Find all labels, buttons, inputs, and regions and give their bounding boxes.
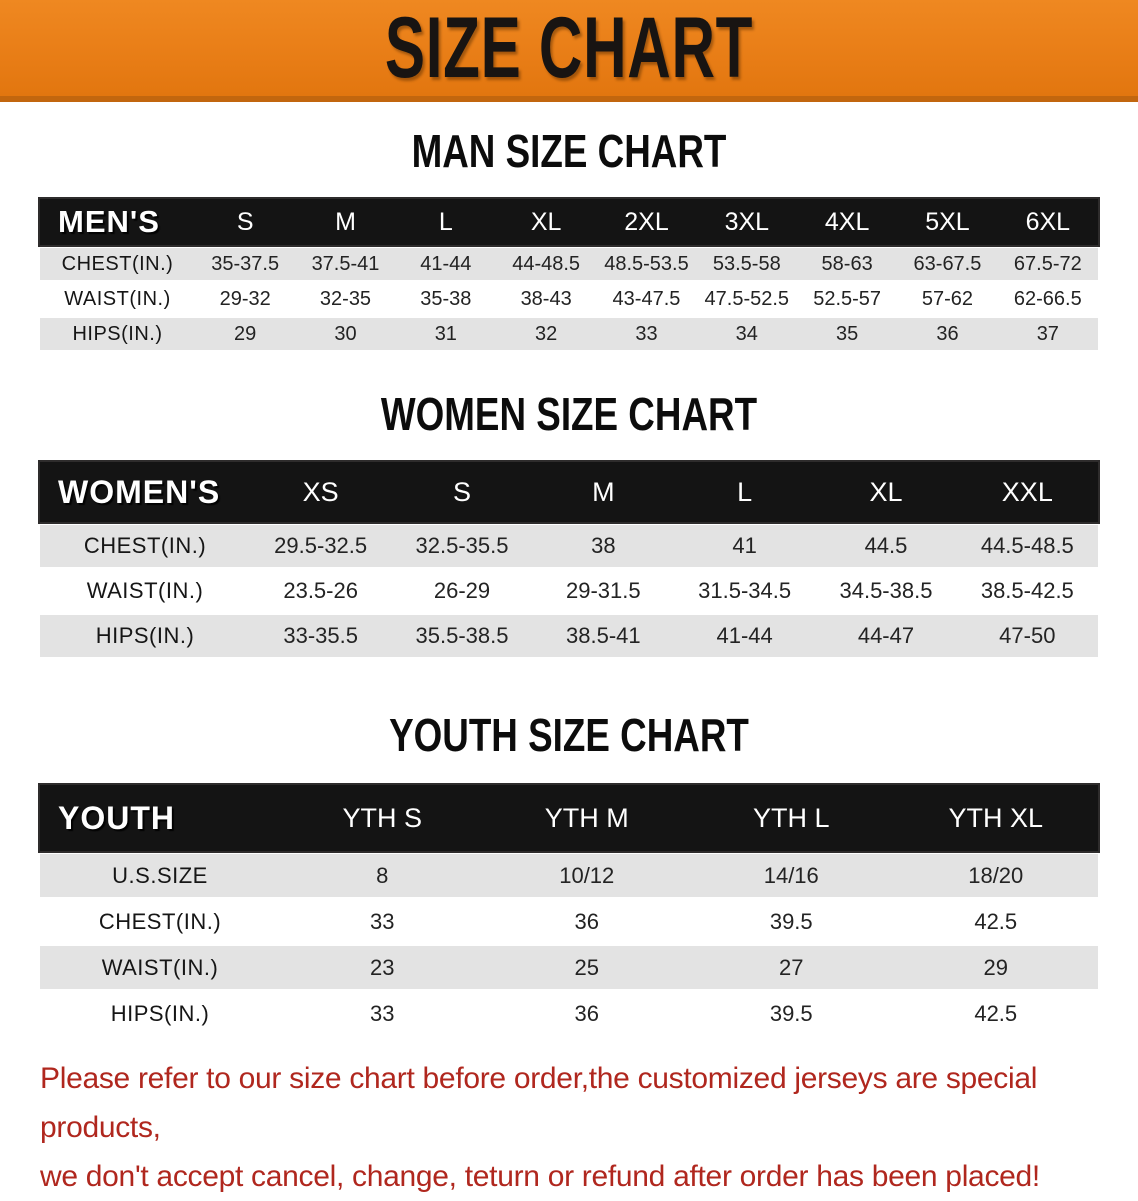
size-value-cell: 36: [936, 322, 959, 345]
size-value-cell: 27: [779, 954, 804, 980]
size-value-cell: 38-43: [520, 287, 572, 310]
table-row: [40, 946, 1098, 989]
size-value-cell: 63-67.5: [913, 252, 982, 275]
size-column-header: XS: [302, 476, 339, 507]
size-value-cell: 29.5-32.5: [274, 533, 368, 558]
size-value-cell: 33: [370, 1000, 395, 1026]
size-value-cell: 37.5-41: [311, 252, 380, 275]
size-column-header: XL: [530, 207, 562, 236]
size-value-cell: 23: [370, 954, 395, 980]
row-label: WAIST(IN.): [86, 578, 204, 603]
size-value-cell: 52.5-57: [813, 287, 882, 310]
size-value-cell: 29: [234, 322, 257, 345]
size-value-cell: 35-37.5: [211, 252, 280, 275]
size-table: [40, 782, 1098, 1038]
size-value-cell: 38.5-42.5: [980, 578, 1074, 603]
size-column-header: L: [737, 476, 753, 507]
size-value-cell: 39.5: [769, 908, 813, 934]
size-value-cell: 42.5: [974, 1000, 1018, 1026]
table-group-label: MEN'S: [58, 204, 160, 239]
table-row: [40, 854, 1098, 897]
size-value-cell: 35.5-38.5: [415, 623, 509, 648]
size-column-header: 3XL: [724, 207, 770, 236]
tables-container: [0, 124, 1138, 1038]
row-label: CHEST(IN.): [61, 252, 174, 275]
size-value-cell: 41-44: [420, 252, 472, 275]
size-column-header: 5XL: [925, 207, 970, 236]
size-column-header: YTH XL: [948, 802, 1044, 833]
size-value-cell: 32: [535, 322, 558, 345]
size-column-header: 6XL: [1025, 207, 1071, 236]
section-heading: WOMEN SIZE CHART: [380, 388, 758, 440]
size-column-header: S: [452, 476, 471, 507]
table-row: [40, 248, 1098, 280]
size-value-cell: 18/20: [968, 862, 1024, 888]
row-label: WAIST(IN.): [64, 287, 171, 310]
size-value-cell: 38: [591, 533, 616, 558]
size-column-header: M: [335, 207, 356, 236]
size-value-cell: 43-47.5: [612, 287, 681, 310]
row-label: U.S.SIZE: [112, 862, 208, 888]
table-header-row: [40, 462, 1098, 522]
size-value-cell: 10/12: [559, 862, 615, 888]
size-column-header: 4XL: [824, 207, 870, 236]
size-value-cell: 25: [574, 954, 599, 980]
size-value-cell: 67.5-72: [1013, 252, 1082, 275]
table-header-row: [40, 785, 1098, 851]
row-label: WAIST(IN.): [101, 954, 219, 980]
banner: [0, 0, 1138, 102]
table-group-label: YOUTH: [58, 799, 175, 836]
table-row: [40, 525, 1098, 567]
size-value-cell: 32.5-35.5: [415, 533, 509, 558]
table-header-row: [40, 199, 1098, 245]
page-title: SIZE CHART: [384, 0, 754, 96]
size-value-cell: 29-31.5: [566, 578, 641, 603]
size-column-header: M: [592, 476, 615, 507]
table-row: [40, 615, 1098, 657]
size-value-cell: 39.5: [769, 1000, 813, 1026]
size-value-cell: 44.5-48.5: [980, 533, 1074, 558]
size-value-cell: 33: [370, 908, 395, 934]
row-label: CHEST(IN.): [83, 533, 207, 558]
size-column-header: L: [438, 207, 453, 236]
size-value-cell: 31.5-34.5: [698, 578, 792, 603]
size-value-cell: 47-50: [999, 623, 1056, 648]
size-value-cell: 44-47: [857, 623, 915, 648]
table-group-label: WOMEN'S: [58, 473, 221, 510]
size-value-cell: 58-63: [821, 252, 873, 275]
size-value-cell: 29-32: [219, 287, 271, 310]
size-value-cell: 32-35: [319, 287, 372, 310]
row-label: CHEST(IN.): [98, 908, 222, 934]
row-label: HIPS(IN.): [72, 322, 163, 345]
size-value-cell: 36: [574, 1000, 599, 1026]
size-value-cell: 57-62: [921, 287, 974, 310]
size-table: [40, 459, 1098, 660]
size-value-cell: 36: [574, 908, 599, 934]
size-value-cell: 41: [732, 533, 757, 558]
size-column-header: YTH L: [752, 802, 830, 833]
size-value-cell: 23.5-26: [283, 578, 358, 603]
size-value-cell: 38.5-41: [566, 623, 641, 648]
row-label: HIPS(IN.): [95, 623, 195, 648]
size-value-cell: 53.5-58: [712, 252, 781, 275]
row-label: HIPS(IN.): [110, 1000, 210, 1026]
size-value-cell: 37: [1036, 322, 1059, 345]
disclaimer-line-1: Please refer to our size chart before order,the customized jerseys are special products,: [40, 1062, 1038, 1144]
size-value-cell: 33: [635, 322, 658, 345]
size-value-cell: 29: [983, 954, 1008, 980]
size-value-cell: 31: [434, 322, 457, 345]
size-chart-section-2: [0, 387, 1138, 660]
size-value-cell: 26-29: [433, 578, 491, 603]
size-value-cell: 41-44: [716, 623, 773, 648]
size-table: [40, 196, 1098, 353]
section-heading: MAN SIZE CHART: [411, 125, 727, 177]
size-value-cell: 14/16: [763, 862, 819, 888]
size-column-header: YTH S: [342, 802, 422, 833]
table-row: [40, 570, 1098, 612]
size-value-cell: 44-48.5: [512, 252, 581, 275]
size-chart-section-3: [0, 708, 1138, 1038]
size-chart-section-1: [0, 124, 1138, 353]
size-column-header: 2XL: [624, 207, 669, 236]
size-column-header: S: [236, 207, 254, 236]
size-value-cell: 34.5-38.5: [839, 578, 933, 603]
size-value-cell: 62-66.5: [1013, 287, 1082, 310]
size-value-cell: 44.5: [864, 533, 908, 558]
table-row: [40, 900, 1098, 943]
size-column-header: YTH M: [544, 802, 629, 833]
size-value-cell: 30: [334, 322, 357, 345]
size-value-cell: 35: [836, 322, 859, 345]
size-value-cell: 35-38: [420, 287, 472, 310]
table-row: [40, 318, 1098, 350]
size-value-cell: 8: [376, 862, 389, 888]
disclaimer: [40, 1054, 1118, 1201]
size-value-cell: 48.5-53.5: [604, 252, 689, 275]
section-heading: YOUTH SIZE CHART: [389, 709, 749, 761]
size-value-cell: 47.5-52.5: [704, 287, 790, 310]
size-column-header: XXL: [1001, 476, 1053, 507]
size-value-cell: 33-35.5: [283, 623, 358, 648]
disclaimer-line-2: we don't accept cancel, change, teturn or refund after order has been placed!: [40, 1160, 1040, 1193]
table-row: [40, 283, 1098, 315]
size-value-cell: 34: [735, 322, 758, 345]
size-value-cell: 42.5: [974, 908, 1018, 934]
size-column-header: XL: [869, 476, 903, 507]
table-row: [40, 992, 1098, 1035]
